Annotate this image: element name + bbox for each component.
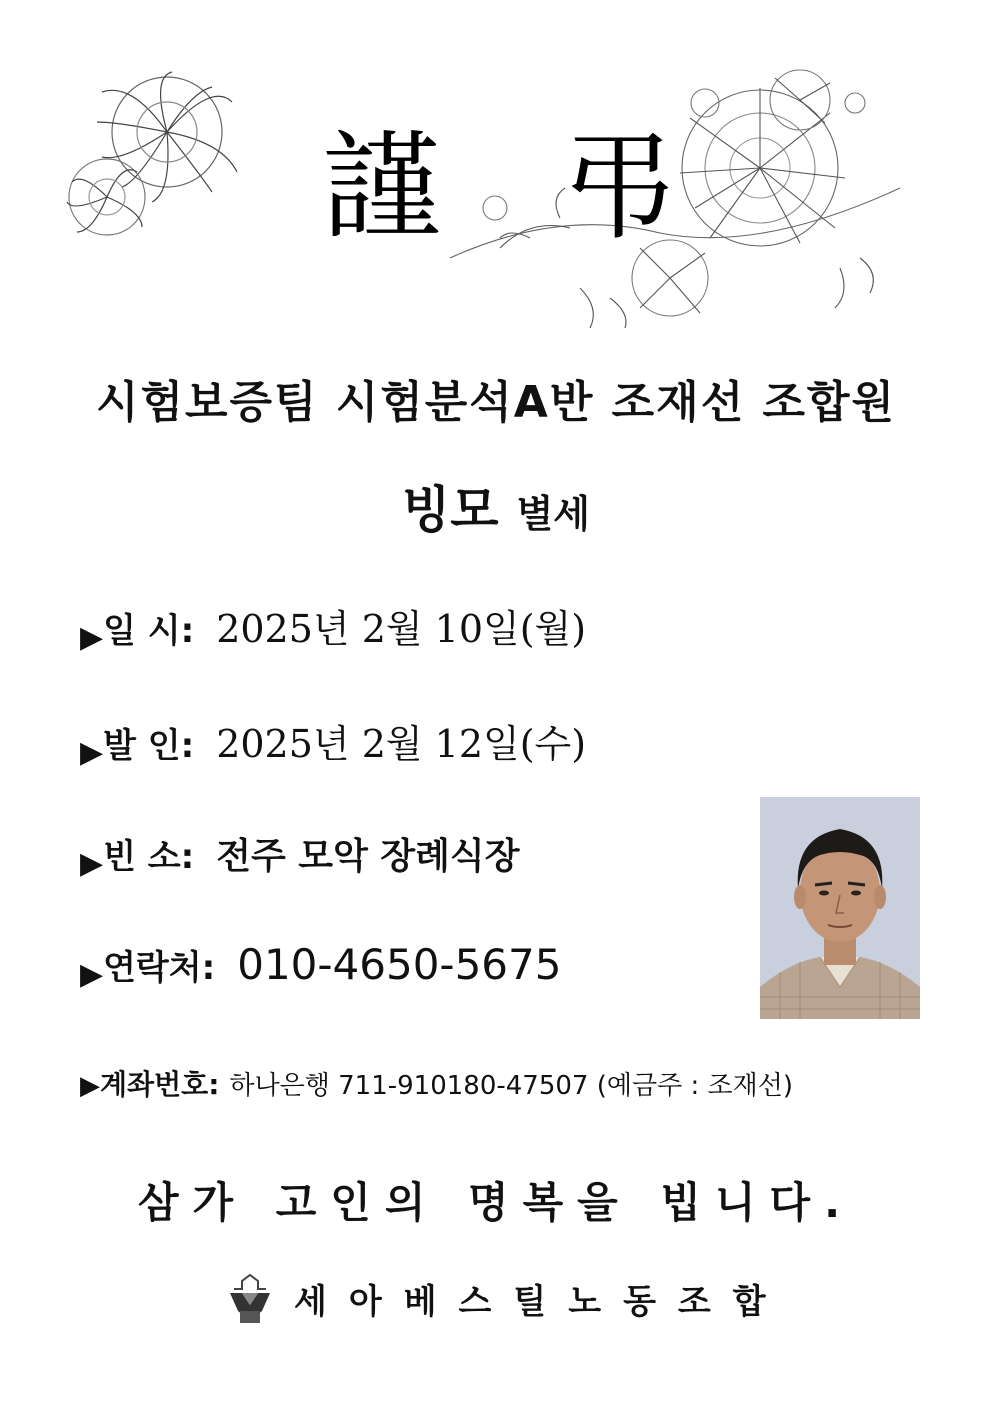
detail-row-date	[80, 598, 586, 655]
event-text: 별세	[516, 492, 591, 536]
detail-value: 전주 모악 장례식장	[216, 836, 520, 877]
detail-row-contact	[80, 940, 561, 992]
detail-label: 발 인:	[103, 726, 195, 766]
condolence-message: 삼가 고인의 명복을 빕니다.	[137, 1178, 855, 1227]
union-footer	[228, 1268, 788, 1328]
triangle-arrow-icon: ▶	[80, 620, 104, 655]
triangle-arrow-icon: ▶	[80, 735, 104, 770]
triangle-arrow-icon: ▶	[80, 957, 104, 992]
portrait-photo	[760, 797, 920, 1019]
notice-headline: 시험보증팀 시험분석A반 조재선 조합원	[95, 377, 897, 428]
title-character-2: 弔	[560, 118, 679, 256]
union-name: 세아베스틸노동조합	[294, 1281, 788, 1322]
account-value: 하나은행 711-910180-47507 (예금주 : 조재선)	[229, 1071, 794, 1101]
detail-value: 2025년 2월 12일(수)	[216, 722, 587, 766]
relation-text: 빙모	[401, 481, 499, 539]
account-label: 계좌번호:	[100, 1068, 220, 1101]
title-character-1: 謹	[322, 118, 441, 256]
detail-label: 빈 소:	[103, 837, 195, 877]
phone-number: 010-4650-5675	[237, 940, 562, 989]
account-row	[80, 1063, 793, 1103]
detail-label: 연락처:	[103, 948, 216, 988]
detail-value: 2025년 2월 10일(월)	[216, 607, 587, 651]
detail-row-venue	[80, 828, 519, 881]
detail-label: 일 시:	[103, 611, 195, 651]
detail-row-funeral	[80, 713, 586, 770]
triangle-arrow-icon: ▶	[80, 846, 104, 881]
chrysanthemum-branch-icon	[440, 58, 920, 333]
chrysanthemum-left-icon	[62, 62, 252, 242]
notice-subtitle	[0, 470, 992, 542]
triangle-arrow-icon: ▶	[80, 1071, 100, 1101]
union-logo-icon	[228, 1271, 272, 1325]
